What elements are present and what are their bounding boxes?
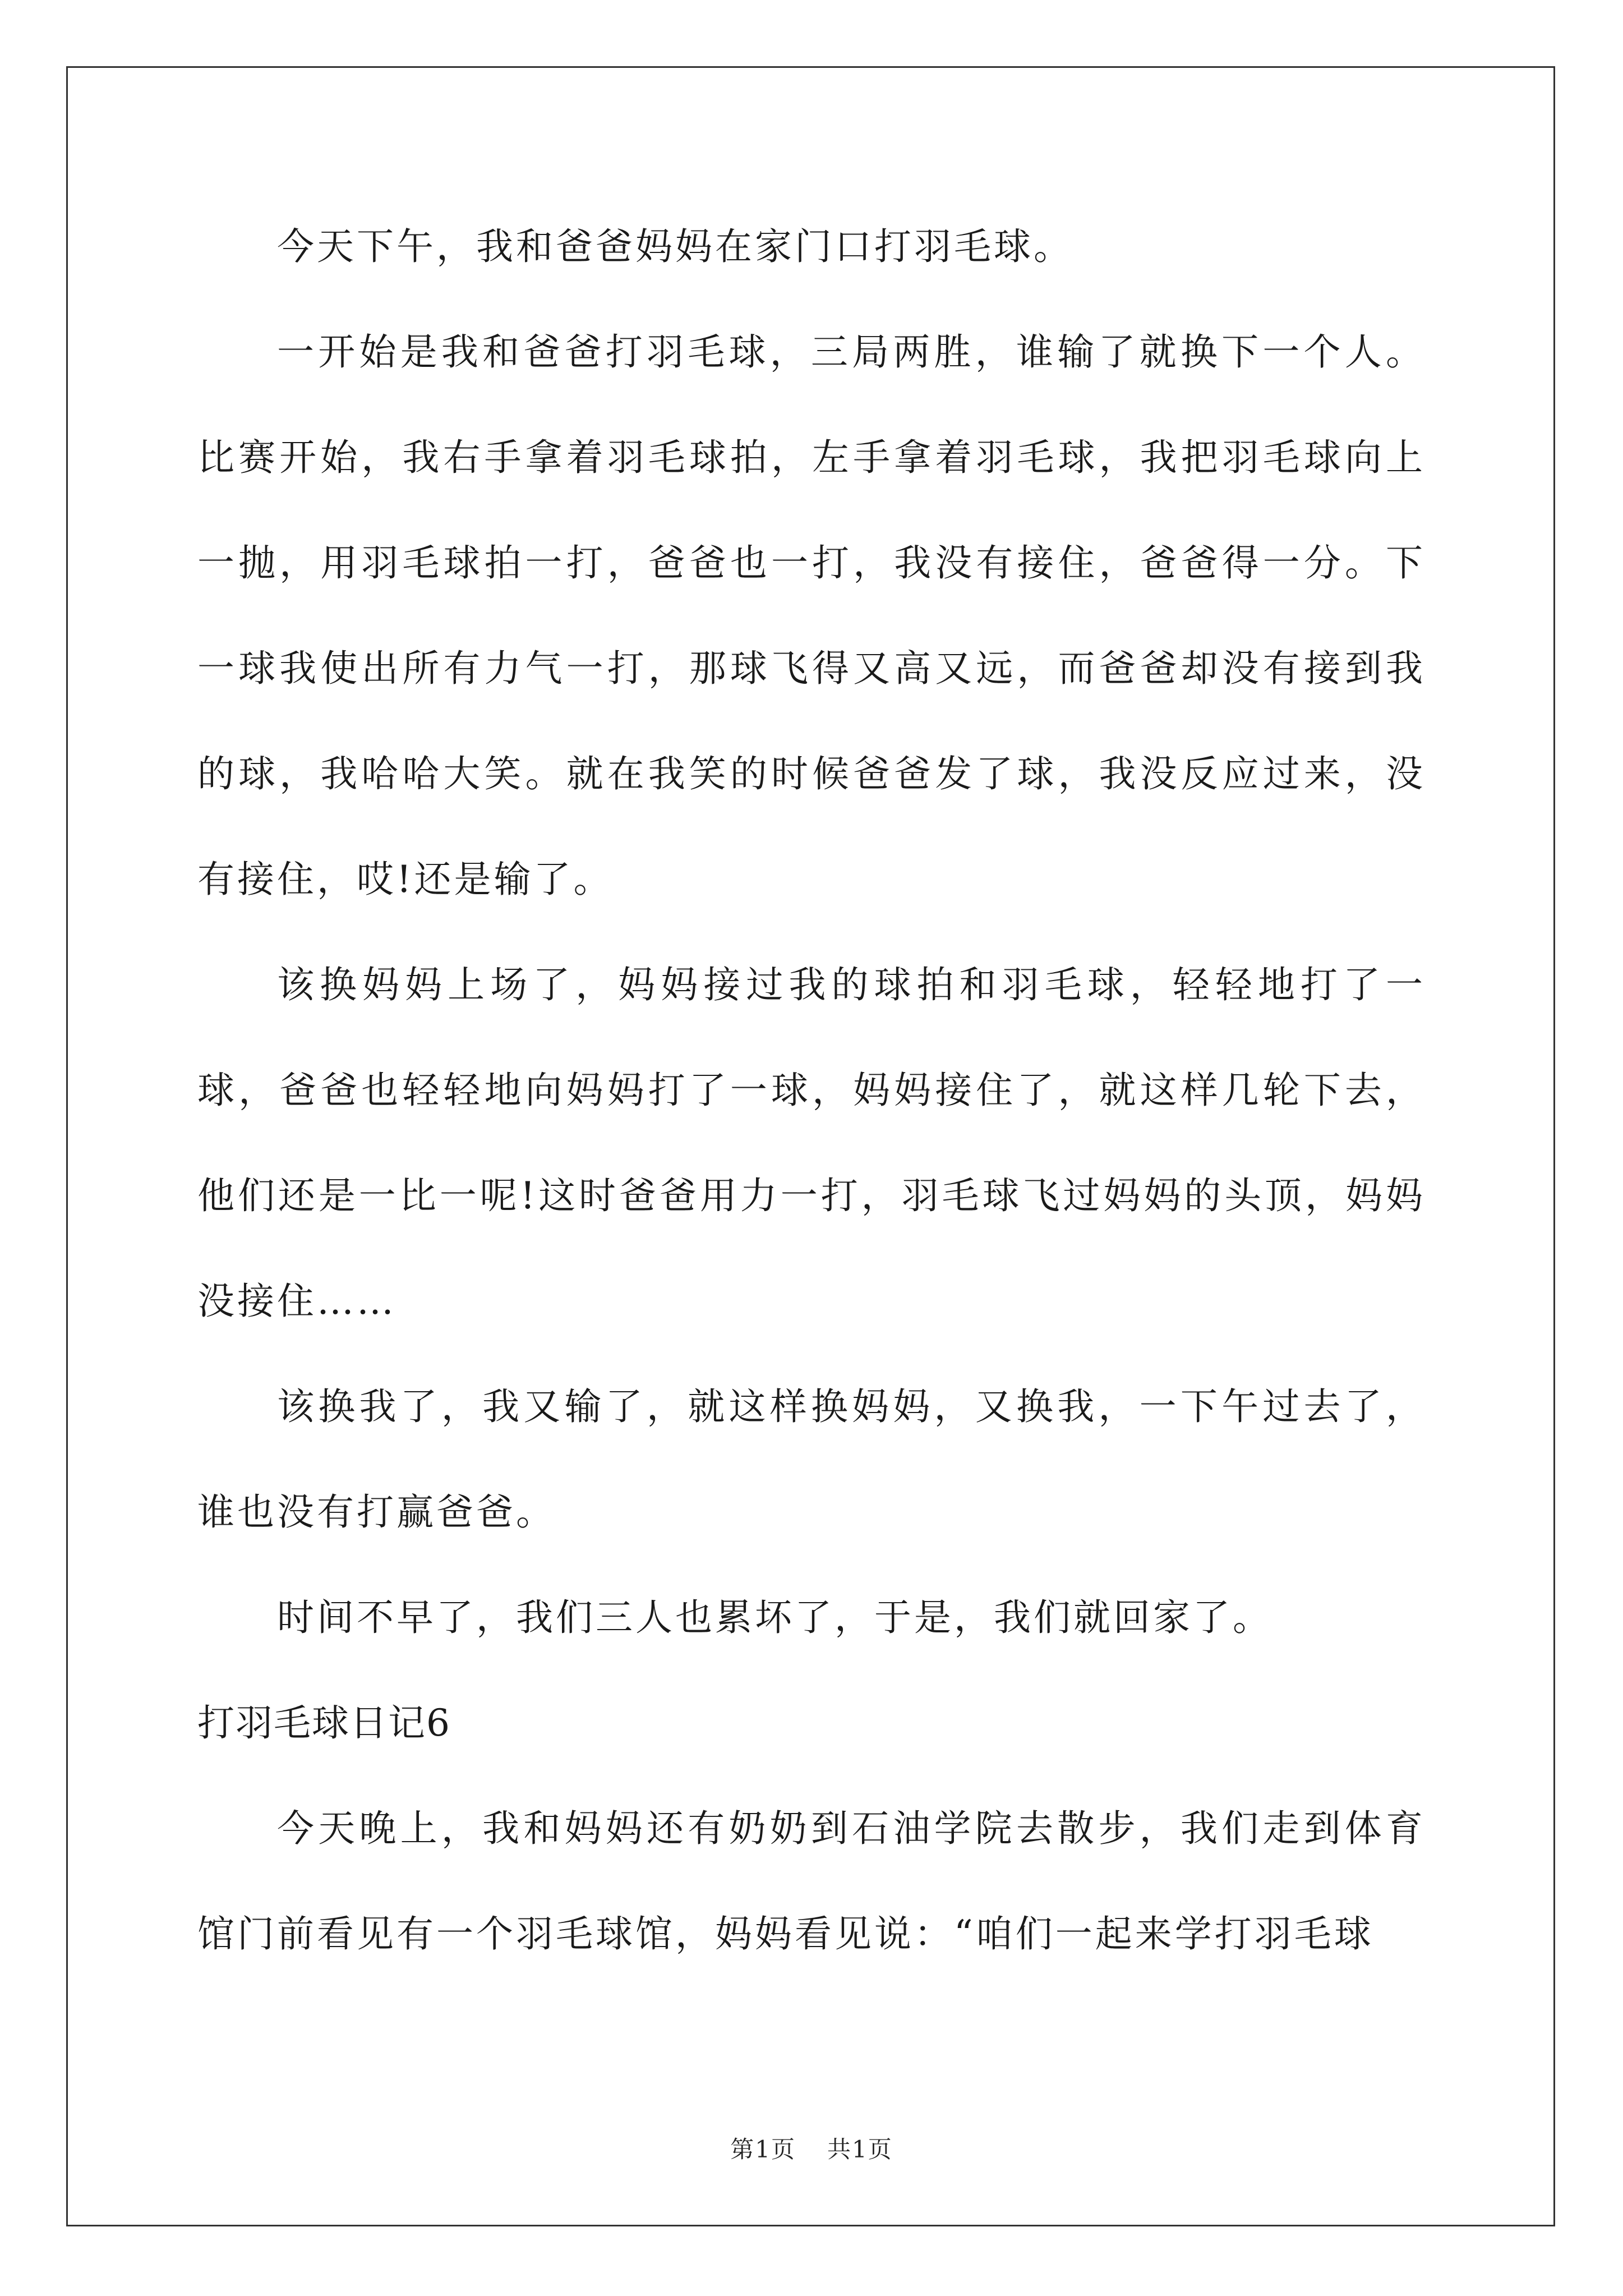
page-number: 第1页 (730, 2136, 796, 2163)
section-heading: 打羽毛球日记6 (197, 1701, 451, 1745)
page-total: 共1页 (827, 2136, 893, 2163)
paragraph-5: 时间不早了，我们三人也累坏了，于是，我们就回家了。 (277, 1596, 1272, 1639)
paragraph-4: 该换我了，我又输了，就这样换妈妈，又换我，一下午过去了，谁也没有打赢爸爸。 (197, 1385, 1426, 1534)
paragraph-6: 今天晚上，我和妈妈还有奶奶到石油学院去散步，我们走到体育馆门前看见有一个羽毛球馆，妈妈看见说：“咱们一起来学打羽毛球 (197, 1807, 1426, 1955)
document-body (197, 194, 1426, 1987)
paragraph-2: 一开始是我和爸爸打羽毛球，三局两胜，谁输了就换下一个人。比赛开始，我右手拿着羽毛球拍，左手拿着羽毛球，我把羽毛球向上一抛，用羽毛球拍一打，爸爸也一打，我没有接住，爸爸得一分。下一球我使出所有力气一打，那球飞得又高又远，而爸爸却没有接到我的球，我哈哈大笑。就在我笑的时候爸爸发了球，我没反应过来，没有接住，哎!还是输了。 (197, 330, 1426, 901)
page-footer (0, 2133, 1623, 2166)
paragraph-3: 该换妈妈上场了，妈妈接过我的球拍和羽毛球，轻轻地打了一球，爸爸也轻轻地向妈妈打了一球，妈妈接住了，就这样几轮下去，他们还是一比一呢!这时爸爸用力一打，羽毛球飞过妈妈的头顶，妈妈没接住…… (197, 963, 1426, 1323)
paragraph-1: 今天下午，我和爸爸妈妈在家门口打羽毛球。 (277, 225, 1073, 268)
